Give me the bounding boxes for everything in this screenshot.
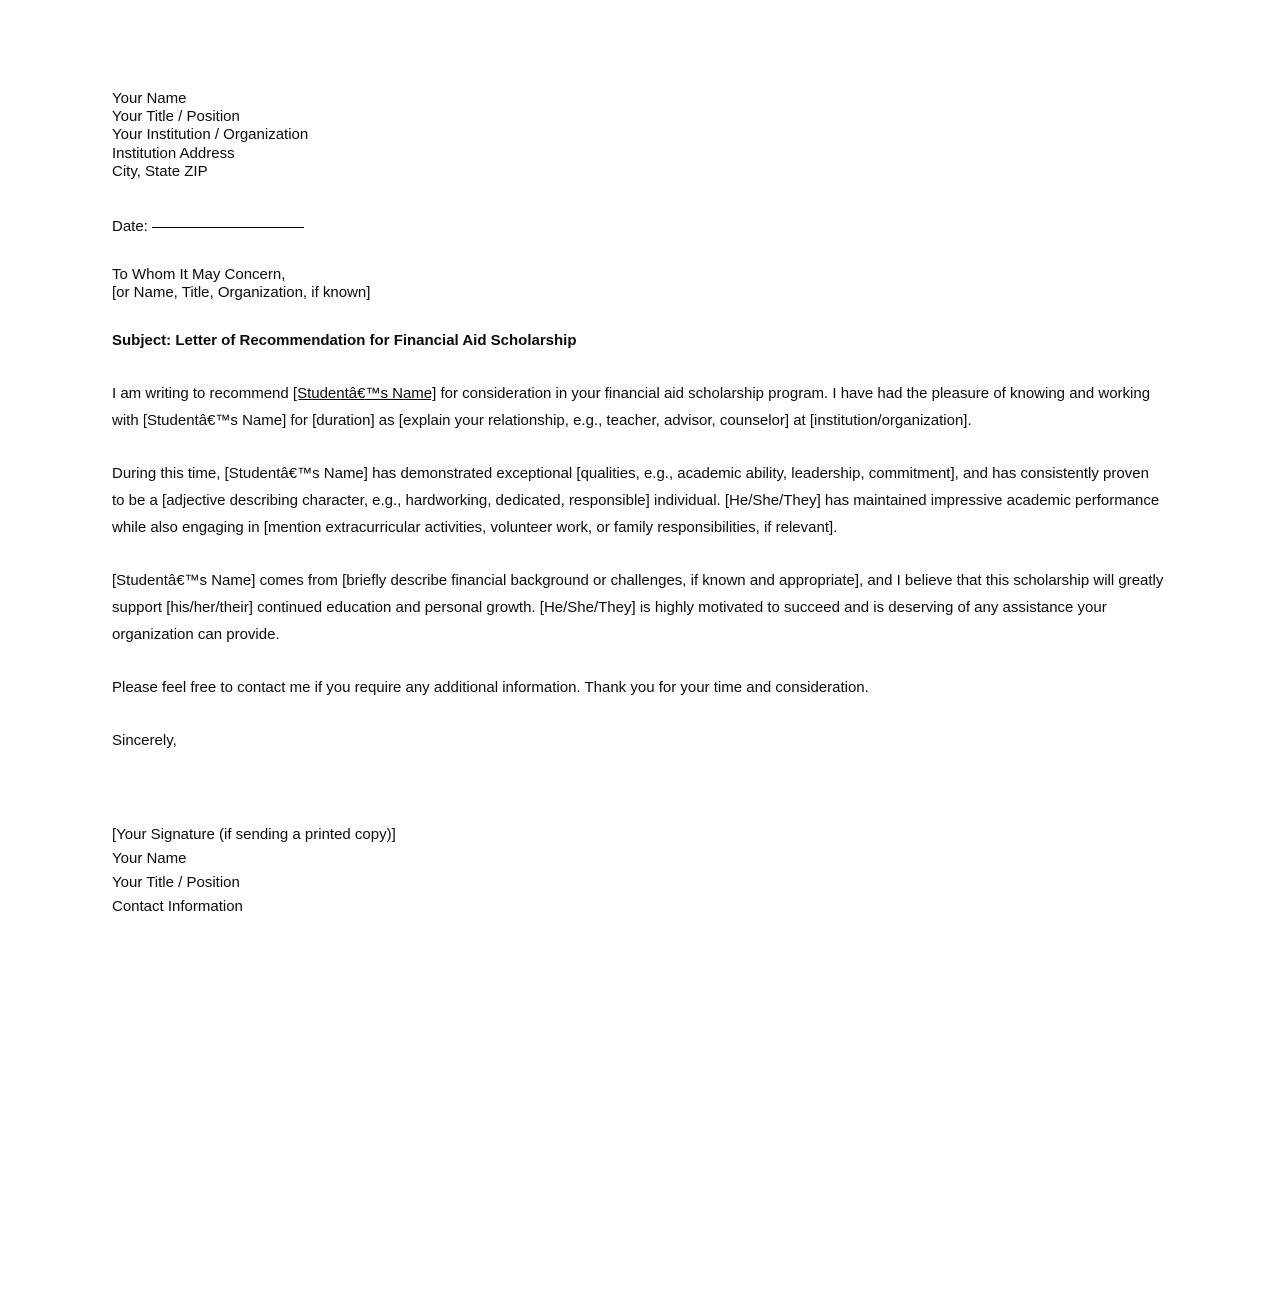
body-paragraph-1 — [112, 380, 1164, 434]
signature-block — [112, 823, 1164, 919]
body-paragraph-3: [Studentâ€™s Name] comes from [briefly describe financial background or challenges, if known and appropriate], and I believe that this scholarship will greatly support [his/her/their] continued education and personal growth. [He/She/They] is highly motivated to succeed and is deserving of any assistance your organization can provide. — [112, 572, 1164, 644]
sender-organization: Your Institution / Organization — [112, 126, 309, 144]
letter-body — [112, 90, 1164, 919]
paragraph-1-remainder: for consideration in your financial aid scholarship program. I have had the pleasure of knowing and working with [Studentâ€™s Name] for [duration] as [explain your relationship, e.g., teacher, advisor, counselor] at [institution/organization]. — [112, 385, 1151, 430]
date-label: Date: — [112, 218, 148, 236]
recipient-block — [112, 266, 1164, 302]
sender-street-address: Institution Address — [112, 144, 235, 162]
salutation-alternative: [or Name, Title, Organization, if known] — [112, 284, 371, 302]
signature-name: Your Name — [112, 850, 187, 868]
subject-line: Subject: Letter of Recommendation for Financial Aid Scholarship — [112, 332, 577, 350]
body-paragraph-4: Please feel free to contact me if you require any additional information. Thank you for your time and consideration. — [112, 679, 869, 697]
signature-title: Your Title / Position — [112, 874, 240, 892]
sender-city-state-zip: City, State ZIP — [112, 162, 208, 180]
salutation: To Whom It May Concern, — [112, 266, 286, 284]
student-name-placeholder: [Studentâ€™s Name] — [292, 385, 437, 403]
sender-name: Your Name — [112, 90, 187, 107]
body-paragraph-2: During this time, [Studentâ€™s Name] has demonstrated exceptional [qualities, e.g., academic ability, leadership, commitment], and has consistently proven to be a [adjective describing character, e.g., hardworking, dedicated, responsible] individual. [He/She/They] has maintained impressive academic performance while also engaging in [mention extracurricular activities, volunteer work, or family responsibilities, if relevant]. — [112, 465, 1160, 537]
date-row — [112, 218, 1164, 236]
signature-placeholder: [Your Signature (if sending a printed copy)] — [112, 826, 396, 844]
sender-address-block — [112, 90, 1164, 181]
sender-title: Your Title / Position — [112, 108, 240, 126]
signature-contact: Contact Information — [112, 898, 243, 916]
date-blank-rule — [152, 227, 304, 228]
paragraph-1-intro: I am writing to recommend — [112, 385, 293, 403]
closing-salutation: Sincerely, — [112, 732, 177, 750]
